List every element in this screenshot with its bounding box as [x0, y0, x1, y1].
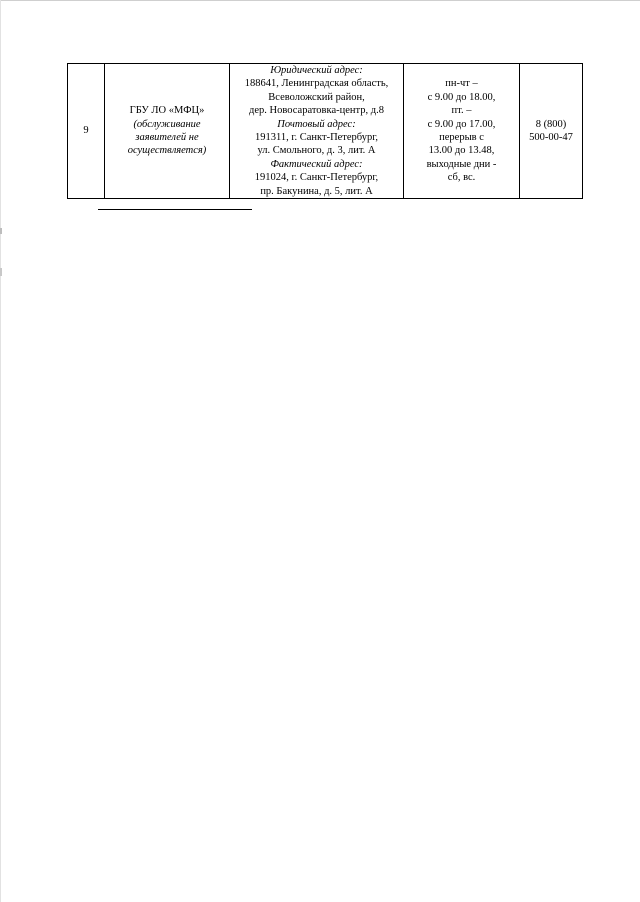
scan-artifact — [0, 228, 2, 234]
hours-line: пт. – — [451, 105, 472, 117]
legal-address-line: 188641, Ленинградская область, — [244, 78, 389, 90]
phone-cell — [520, 64, 583, 199]
legal-address-line: дер. Новосаратовка-центр, д.8 — [249, 105, 384, 117]
hours-line: пн-чт – — [445, 78, 478, 90]
actual-address-line: пр. Бакунина, д. 5, лит. А — [260, 185, 373, 197]
row-number-cell — [68, 64, 105, 199]
hours-line: 13.00 до 13.48, — [428, 145, 495, 157]
hours-line: сб, вс. — [447, 172, 476, 184]
organization-note-line: заявителей не — [135, 132, 199, 144]
organization-note-line: (обслуживание — [133, 118, 201, 130]
postal-address-line: 191311, г. Санкт-Петербург, — [255, 132, 378, 144]
phone-line: 8 (800) — [535, 118, 567, 130]
actual-address-label: Фактический адрес: — [270, 158, 363, 170]
mfc-table — [67, 63, 583, 199]
organization-cell — [105, 64, 230, 199]
legal-address-label: Юридический адрес: — [270, 65, 363, 76]
scan-artifact — [0, 268, 2, 276]
phone-line: 500-00-47 — [529, 132, 573, 144]
actual-address-line: 191024, г. Санкт-Петербург, — [254, 172, 379, 184]
scan-edge-left — [0, 0, 1, 902]
row-number: 9 — [83, 125, 89, 137]
address-cell — [230, 64, 404, 199]
hours-line: перерыв с — [439, 132, 484, 144]
organization-name: ГБУ ЛО «МФЦ» — [129, 105, 205, 117]
footnote-separator — [98, 209, 252, 210]
postal-address-line: ул. Смольного, д. 3, лит. А — [257, 145, 376, 157]
working-hours-cell — [404, 64, 520, 199]
legal-address-line: Всеволожский район, — [268, 91, 365, 103]
hours-line: с 9.00 до 17.00, — [427, 118, 496, 130]
hours-line: с 9.00 до 18.00, — [427, 91, 496, 103]
table-row — [68, 64, 583, 199]
scan-edge-top — [0, 0, 640, 1]
postal-address-label: Почтовый адрес: — [277, 118, 356, 130]
organization-note-line: осуществляется) — [127, 145, 207, 157]
hours-line: выходные дни - — [426, 158, 497, 170]
